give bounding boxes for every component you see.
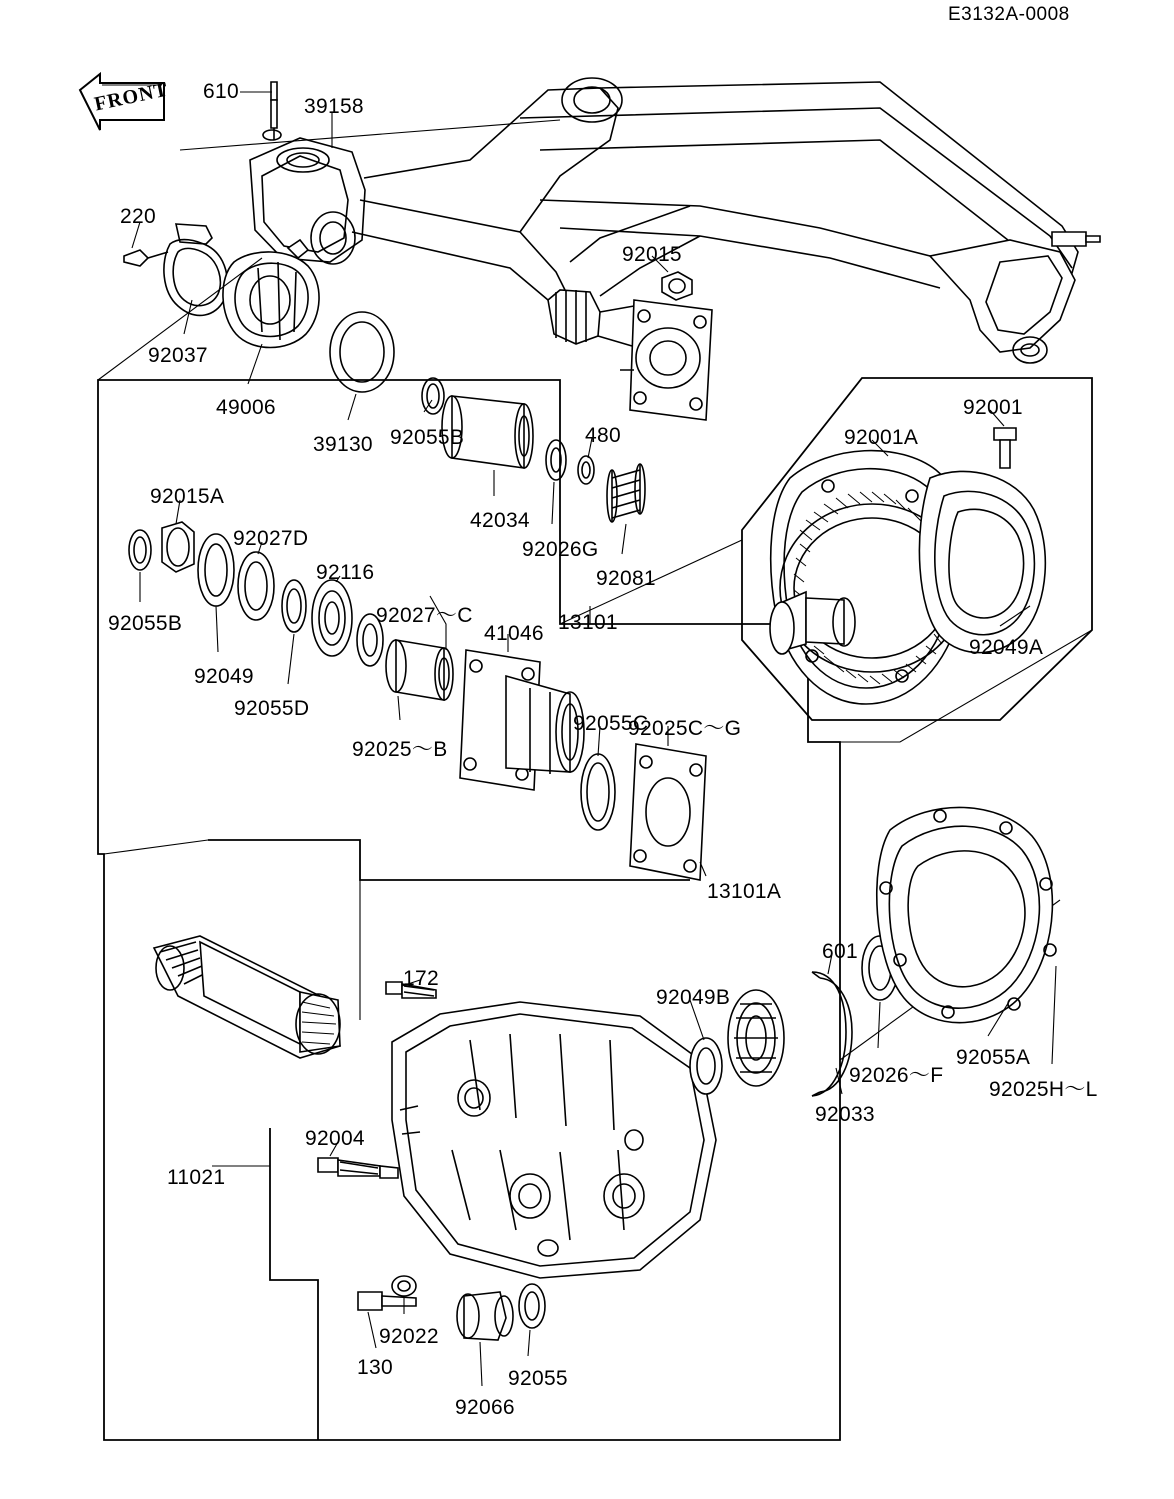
front-label-text: FRONT	[92, 78, 171, 116]
part-label-480: 480	[585, 424, 621, 447]
part-label-92049a: 92049A	[969, 636, 1044, 659]
part-label-92055b: 92055B	[390, 426, 465, 449]
part-label-92033: 92033	[815, 1103, 875, 1126]
part-label-601: 601	[822, 940, 858, 963]
part-label-92025cg: 92025C～G	[628, 717, 742, 740]
part-label-172: 172	[403, 967, 439, 990]
part-label-41046: 41046	[484, 622, 544, 645]
part-label-92001: 92001	[963, 396, 1023, 419]
part-label-11021: 11021	[167, 1166, 226, 1189]
part-label-92066: 92066	[455, 1396, 515, 1419]
part-label-92026g: 92026G	[522, 538, 599, 561]
part-label-220: 220	[120, 205, 156, 228]
part-label-92001a: 92001A	[844, 426, 919, 449]
part-label-92055: 92055	[508, 1367, 568, 1390]
part-label-49006: 49006	[216, 396, 276, 419]
part-label-92055d: 92055D	[234, 697, 310, 720]
part-label-92116: 92116	[316, 561, 375, 584]
part-label-92015a: 92015A	[150, 485, 225, 508]
part-label-610: 610	[203, 80, 239, 103]
part-label-130: 130	[357, 1356, 393, 1379]
part-label-42034: 42034	[470, 509, 530, 532]
part-label-92055c: 92055C	[573, 712, 649, 735]
part-label-92055b: 92055B	[108, 612, 183, 635]
part-label-13101: 13101	[558, 611, 618, 634]
part-label-92025hl: 92025H～L	[989, 1078, 1098, 1101]
document-code: E3132A-0008	[948, 4, 1070, 25]
part-label-39130: 39130	[313, 433, 373, 456]
part-label-92049b: 92049B	[656, 986, 731, 1009]
part-label-39158: 39158	[304, 95, 364, 118]
part-label-13101a: 13101A	[707, 880, 782, 903]
part-label-92027c: 92027～C	[376, 604, 473, 627]
part-label-92081: 92081	[596, 567, 656, 590]
part-label-92015: 92015	[622, 243, 682, 266]
part-label-92049: 92049	[194, 665, 254, 688]
part-label-92055a: 92055A	[956, 1046, 1031, 1069]
part-label-92022: 92022	[379, 1325, 439, 1348]
part-label-92026f: 92026～F	[849, 1064, 944, 1087]
part-label-92027d: 92027D	[233, 527, 309, 550]
part-label-92037: 92037	[148, 344, 208, 367]
part-label-92004: 92004	[305, 1127, 365, 1150]
part-label-92025b: 92025～B	[352, 738, 448, 761]
